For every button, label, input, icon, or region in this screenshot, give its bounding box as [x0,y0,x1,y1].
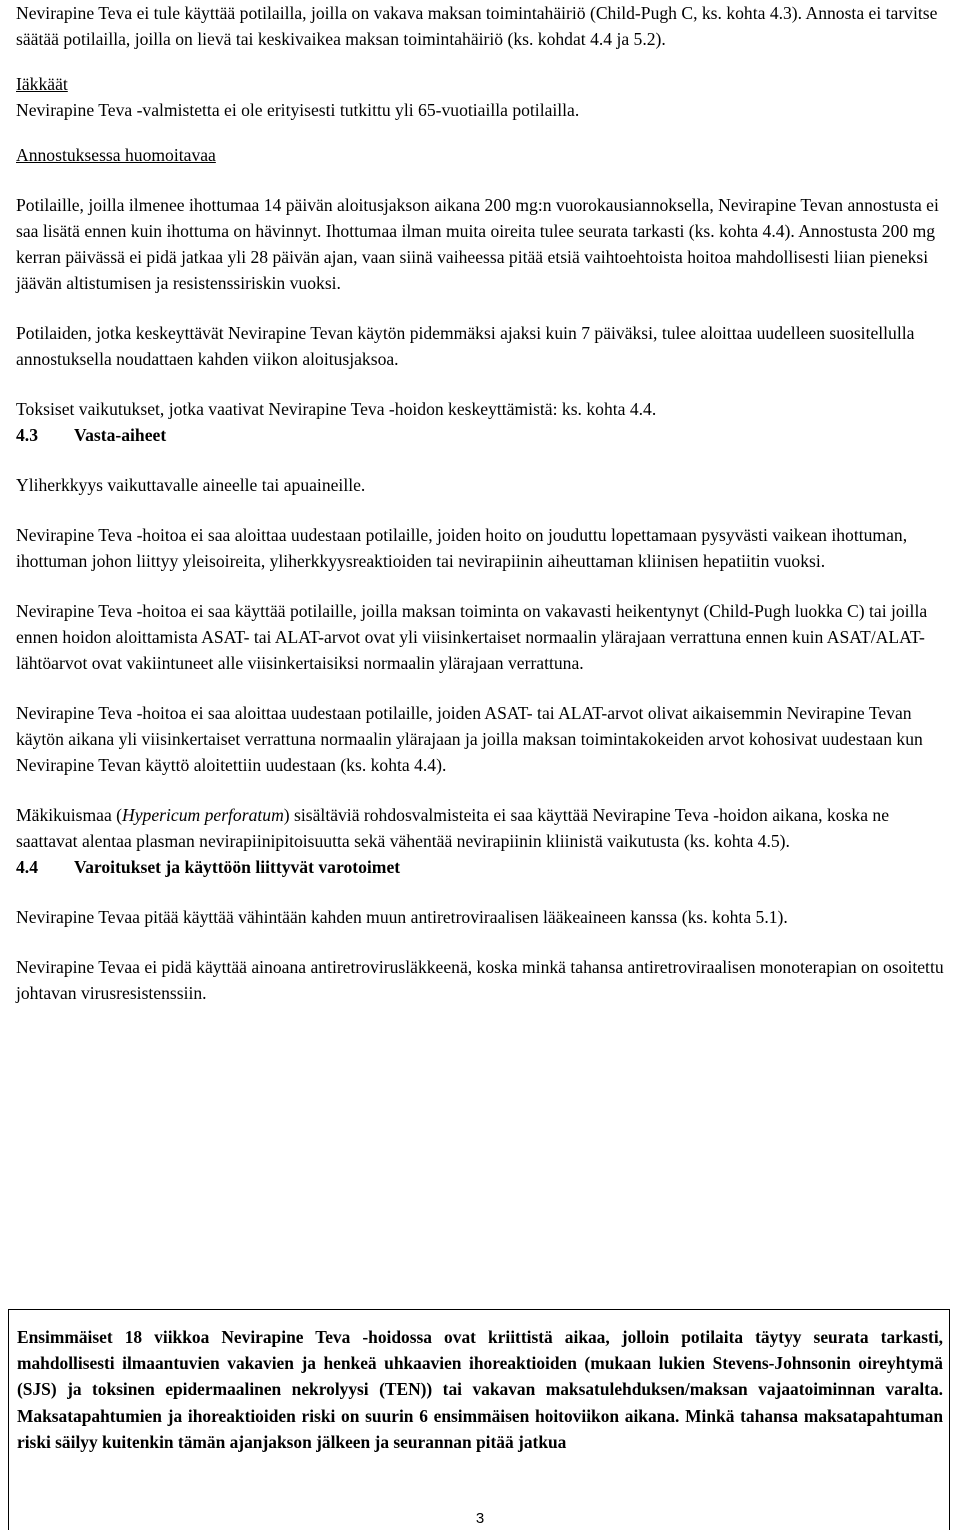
liver-contraindication-paragraph: Nevirapine Teva -hoitoa ei saa käyttää potilaille, joilla maksan toiminta on vakavasti heikentynyt (Child-Pugh luokka C) tai joilla ennen hoidon aloittamista ASAT- tai ALAT-arvot ovat yli viisinkertaiset normaalin ylärajaan verrattuna ennen kuin ASAT/ALAT-lähtöarvot ovat vakiintuneet alle viisinkertaisiksi normaalin ylärajaan verrattuna. [16,601,928,673]
dosing-subheading: Annostuksessa huomoitavaa [16,145,216,165]
asat-alat-paragraph: Nevirapine Teva -hoitoa ei saa aloittaa uudestaan potilaille, joiden ASAT- tai ALAT-arvot olivat aikaisemmin Nevirapine Tevan käytön aikana yli viisinkertaiset verrattuna normaalin ylärajaan ja joilla maksan toimintakokeiden arvot kohosivat uudestaan kun Nevirapine Tevan käyttö aloitettiin uudestaan (ks. kohta 4.4). [16,703,923,775]
st-johns-wort-text-end: ) sisältäviä rohdosvalmisteita ei saa käyttää Nevirapine Teva -hoidon aikana, koska ne saattavat alentaa plasman nevirapiinipitoisuutta sekä vähentää nevirapiinin kliinistä vaikutusta (ks. kohta 4.5). [16,805,890,851]
section-title: Vasta-aiheet [74,425,167,445]
elderly-subheading: Iäkkäät [16,74,68,94]
restart-paragraph: Potilaiden, jotka keskeyttävät Nevirapine Tevan käytön pidemmäksi ajaksi kuin 7 päiväksi, tulee aloittaa uudelleen suositellulla annostuksella noudattaen kahden viikon aloitusjaksoa. [16,323,915,369]
hypersensitivity-paragraph: Yliherkkyys vaikuttavalle aineelle tai apuaineille. [16,475,366,495]
boxed-warning [8,1309,950,1530]
boxed-warning-text: Ensimmäiset 18 viikkoa Nevirapine Teva -hoidossa ovat kriittistä aikaa, jolloin potilaita täytyy seurata tarkasti, mahdollisesti ilmaantuvien vakavien ja henkeä uhkaavien ihoreaktioiden (mukaan lukien Stevens-Johnsonin oireyhtymä (SJS) ja toksinen epidermaalinen nekrolyysi (TEN)) tai vakavan maksatulehduksen/maksan vajaatoiminnan varalta. Maksatapahtumien ja ihoreaktioiden riski on suurin 6 ensimmäisen hoitoviikon aikana. Minkä tahansa maksatapahtuman riski säilyy kuitenkin tämän ajanjakson jälkeen ja seurannan pitää jatkua [17,1327,943,1452]
section-4-3-heading [16,422,948,448]
section-title: Varoitukset ja käyttöön liittyvät varotoimet [74,857,401,877]
latin-name: Hypericum perforatum [122,805,284,825]
page-number: 3 [475,1510,485,1527]
st-johns-wort-text: Mäkikuismaa ( [16,805,123,825]
monotherapy-paragraph: Nevirapine Tevaa ei pidä käyttää ainoana antiretrovirusläkkeenä, koska minkä tahansa antiretroviraalisen monoterapian on osoitettu johtavan virusresistenssiin. [16,957,944,1003]
rash-contraindication-paragraph: Nevirapine Teva -hoitoa ei saa aloittaa uudestaan potilaille, joiden hoito on jouduttu lopettamaan pysyvästi vaikean ihottuman, ihottuman johon liittyy yleisoireita, yliherkkyysreaktioiden tai nevirapiinin aiheuttaman kliinisen hepatiitin vuoksi. [16,525,908,571]
st-johns-wort-paragraph [16,802,948,854]
toxicity-paragraph: Toksiset vaikutukset, jotka vaativat Nevirapine Teva -hoidon keskeyttämistä: ks. kohta 4.4. [16,399,657,419]
section-number: 4.3 [16,425,38,445]
rash-dosing-paragraph: Potilaille, joilla ilmenee ihottumaa 14 päivän aloitusjakson aikana 200 mg:n vuorokausiannoksella, Nevirapine Tevan annostusta ei saa lisätä ennen kuin ihottuma on hävinnyt. Ihottumaa ilman muita oireita tulee seurata tarkasti (ks. kohta 4.4). Annostusta 200 mg kerran päivässä ei pidä jatkaa yli 28 päivän ajan, vaan siinä vaiheessa pitää etsiä vaihtoehtoista hoitoa mahdollisesti liian pieneksi jäävän altistumisen ja resistenssiriskin vuoksi. [16,195,939,293]
elderly-paragraph: Nevirapine Teva -valmistetta ei ole erityisesti tutkittu yli 65-vuotiailla potilailla. [16,100,580,120]
section-4-4-heading [16,854,948,880]
document-page [16,0,948,1006]
section-number: 4.4 [16,857,38,877]
hepatic-impairment-paragraph: Nevirapine Teva ei tule käyttää potilailla, joilla on vakava maksan toimintahäiriö (Child-Pugh C, ks. kohta 4.3). Annosta ei tarvitse säätää potilailla, joilla on lievä tai keskivaikea maksan toimintahäiriö (ks. kohdat 4.4 ja 5.2). [16,3,938,49]
combination-paragraph: Nevirapine Tevaa pitää käyttää vähintään kahden muun antiretroviraalisen lääkeaineen kanssa (ks. kohta 5.1). [16,907,788,927]
